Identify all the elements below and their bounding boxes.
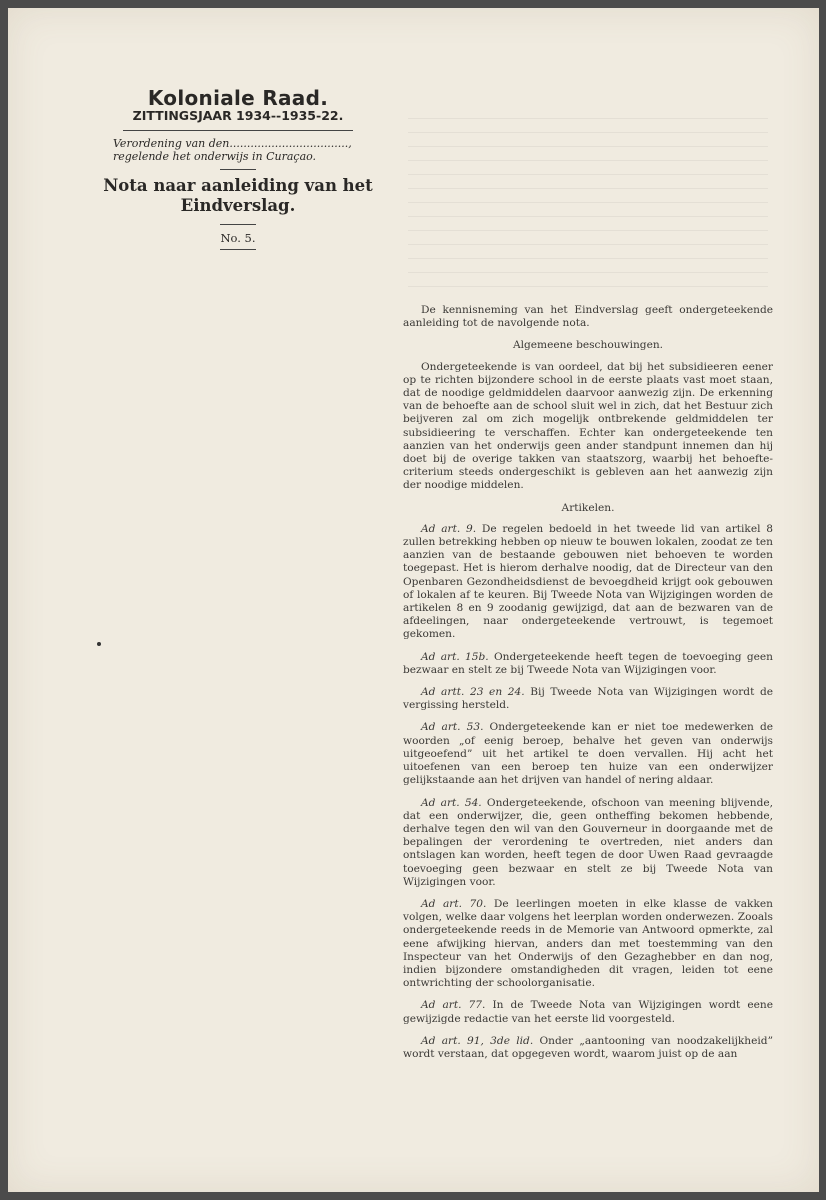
article-paragraph: [403, 999, 773, 1025]
articles-list: [403, 523, 773, 1061]
article-reference: Ad art. 77.: [421, 999, 486, 1012]
nota-title-line-2: Eindverslag.: [180, 196, 296, 215]
ordinance-line-2: regelende het onderwijs in Curaçao.: [113, 150, 317, 163]
short-divider: [220, 224, 256, 225]
council-title: Koloniale Raad.: [147, 86, 329, 110]
document-number: No. 5.: [220, 231, 256, 245]
document-page: [8, 8, 819, 1192]
session-year: ZITTINGSJAAR 1934--1935-22.: [132, 108, 344, 123]
general-considerations-paragraph: Ondergeteekende is van oordeel, dat bij het subsidieeren eener op te richten bijzondere school in de eerste plaats vast moet staan, dat de noodige geldmiddelen daarvoor aanwezig zijn. De erkenning van de behoefte aan de school sluit wel in zich, dat het Bestuur zich beijveren zal om zich mogelijk ontbrekende geldmiddelen ter subsidieering te verschaffen. Echter kan ondergeteekende ten aanzien van het onderwijs geen ander standpunt innemen dan hij doet bij de overige takken van staatszorg, waarbij het behoefte-criterium steeds ondergeschikt is gebleven aan het aanwezig zijn der noodige middelen.: [403, 360, 773, 492]
ink-spot: [97, 642, 101, 646]
article-paragraph: [403, 523, 773, 642]
article-paragraph: [403, 686, 773, 712]
ordinance-line-1: Verordening van den..................................,: [113, 137, 352, 150]
article-reference: Ad art. 53.: [421, 721, 484, 734]
short-divider: [220, 169, 256, 170]
document-header: [103, 86, 373, 256]
article-paragraph: [403, 651, 773, 677]
article-paragraph: [403, 898, 773, 990]
section-heading-articles: Artikelen.: [561, 501, 615, 514]
bleed-through-text: [408, 118, 768, 288]
article-text: De regelen bedoeld in het tweede lid van artikel 8 zullen betrekking hebben op nieuw te bouwen lokalen, zoodat ze ten aanzien van de bestaande gebouwen niet behoeven te worden toegepast. Het is hierom derhalve noodig, dat de Directeur van den Openbaren Gezondheidsdienst de bevoegdheid krijgt ook gebouwen of lokalen af te keuren. Bij Tweede Nota van Wijzigingen worden de artikelen 8 en 9 zoodanig gewijzigd, dat aan de bezwaren van de afdeelingen, naar ondergeteekende vertrouwt, is tegemoet gekomen.: [403, 522, 773, 641]
intro-paragraph: De kennisneming van het Eindverslag geeft ondergeteekende aanleiding tot de navolgende nota.: [403, 304, 773, 330]
article-reference: Ad art. 91, 3de lid.: [421, 1034, 534, 1047]
article-text: De leerlingen moeten in elke klasse de vakken volgen, welke daar volgens het leerplan worden onderwezen. Zooals ondergeteekende reeds in de Memorie van Antwoord opmerkte, zal eene afwijking hiervan, anders dan met toestemming van den Inspecteur van het Onderwijs of den Gezaghebber en dan nog, indien bijzondere omstandigheden dit vragen, leiden tot eene ontwrichting der schoolorganisatie.: [403, 897, 773, 990]
article-reference: Ad art. 70.: [421, 897, 487, 910]
article-paragraph: [403, 797, 773, 889]
article-reference: Ad art. 15b.: [421, 650, 489, 663]
article-paragraph: [403, 721, 773, 787]
article-text: In de Tweede Nota van Wijzigingen wordt eene gewijzigde redactie van het eerste lid voorgesteld.: [403, 999, 773, 1025]
short-divider: [220, 249, 256, 250]
header-divider: [123, 130, 353, 131]
article-text: Onder „aantooning van noodzakelijkheid” wordt verstaan, dat opgegeven wordt, waarom juist op de aan: [403, 1034, 773, 1060]
article-reference: Ad art. 54.: [421, 796, 482, 809]
section-heading-general: Algemeene beschouwingen.: [512, 339, 664, 352]
article-text: Ondergeteekende heeft tegen de toevoeging geen bezwaar en stelt ze bij Tweede Nota van Wijzigingen voor.: [403, 650, 773, 676]
article-text: Ondergeteekende kan er niet toe medewerken de woorden „of eenig beroep, behalve het geven van onderwijs uitgeoefend” uit het artikel te doen vervallen. Hij acht het uitoefenen van een beroep ten huize van een onderwijzer gelijkstaande aan het drijven van handel of nering aldaar.: [403, 721, 773, 787]
nota-title-line-1: Nota naar aanleiding van het: [103, 176, 373, 195]
article-reference: Ad art. 9.: [421, 522, 477, 535]
nota-body: [403, 304, 773, 1070]
article-text: Ondergeteekende, ofschoon van meening blijvende, dat een onderwijzer, die, geen ontheffing bekomen hebbende, derhalve tegen den wil van den Gouverneur in doorgaande met de bepalingen der verordening te overtreden, niet anders dan ontslagen kan worden, heeft tegen de door Uwen Raad gevraagde toevoeging geen bezwaar en stelt ze bij Tweede Nota van Wijzigingen voor.: [403, 796, 773, 888]
article-paragraph: [403, 1035, 773, 1061]
article-reference: Ad artt. 23 en 24.: [421, 686, 525, 699]
article-text: Bij Tweede Nota van Wijzigingen wordt de vergissing hersteld.: [403, 686, 773, 712]
